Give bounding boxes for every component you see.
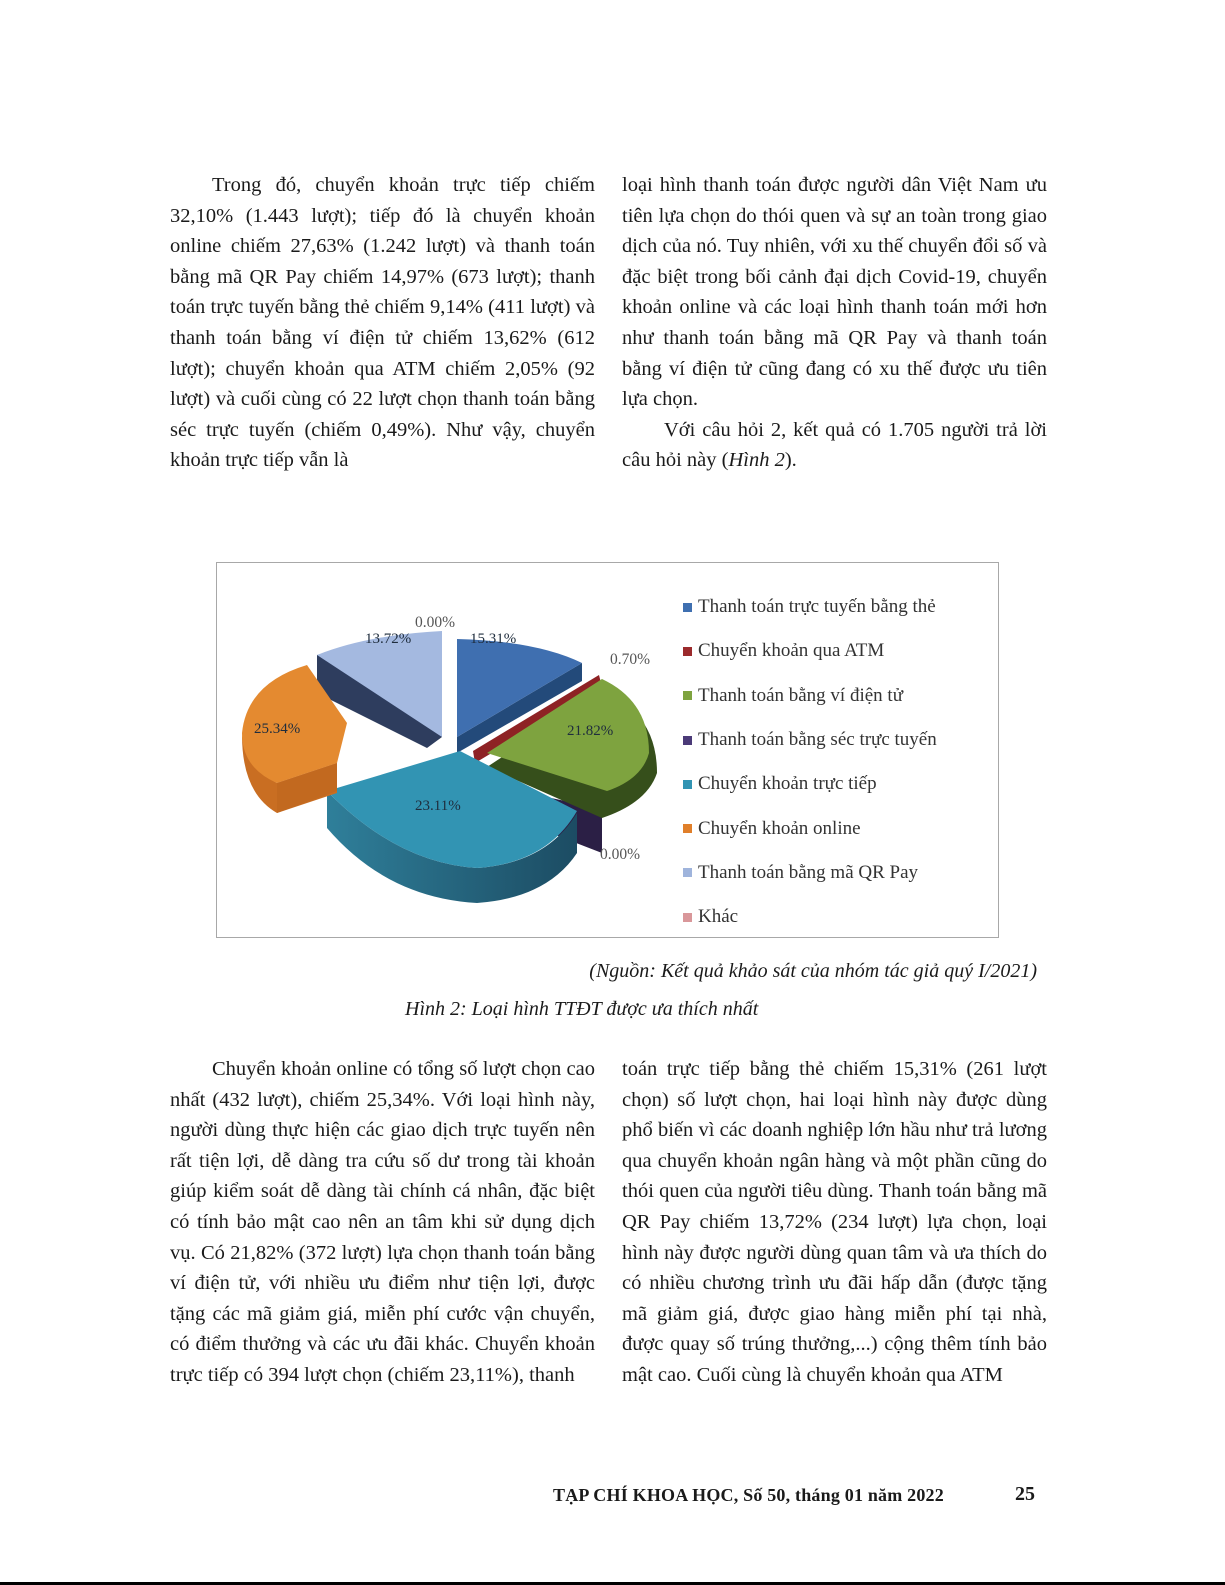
paragraph: Trong đó, chuyển khoản trực tiếp chiếm 32,10% (1.443 lượt); tiếp đó là chuyển khoản online chiếm 27,63% (1.242 lượt) và thanh toán bằng mã QR Pay chiếm 14,97% (673 lượt); thanh toán trực tuyến bằng thẻ chiếm 9,14% (411 lượt) và thanh toán bằng ví điện tử chiếm 13,62% (612 lượt); chuyển khoản qua ATM chiếm 2,05% (92 lượt) và cuối cùng có 22 lượt chọn thanh toán bằng séc trực tuyến (chiếm 0,49%). Như vậy, chuyển khoản trực tiếp vẫn là	[170, 174, 595, 472]
svg-text:0.00%: 0.00%	[600, 846, 641, 863]
svg-text:21.82%: 21.82%	[567, 723, 614, 739]
legend-item: Chuyển khoản trực tiếp	[683, 762, 937, 806]
page-number: 25	[1015, 1483, 1035, 1505]
pie-chart	[216, 562, 999, 938]
svg-text:0.70%: 0.70%	[610, 651, 651, 668]
legend-item: Thanh toán trực tuyến bằng thẻ	[683, 585, 937, 629]
legend-swatch-icon	[683, 691, 692, 700]
paragraph: Với câu hỏi 2, kết quả có 1.705 người trả lời câu hỏi này (Hình 2).	[622, 418, 1047, 472]
figure-source: (Nguồn: Kết quả khảo sát của nhóm tác giả quý I/2021)	[589, 960, 1037, 982]
svg-text:13.72%: 13.72%	[365, 631, 412, 647]
legend-swatch-icon	[683, 868, 692, 877]
svg-text:0.00%: 0.00%	[415, 614, 456, 631]
figure-caption: Hình 2: Loại hình TTĐT được ưa thích nhất	[405, 998, 759, 1020]
text-column-top-right	[622, 170, 1047, 476]
paragraph: toán trực tiếp bằng thẻ chiếm 15,31% (261 lượt chọn) số lượt chọn, hai loại hình này được dùng phổ biến vì các doanh nghiệp lớn hầu như trả lương qua chuyển khoản ngân hàng và một phần cũng do thói quen của người tiêu dùng. Thanh toán bằng mã QR Pay chiếm 13,72% (234 lượt) lựa chọn, loại hình này được người dùng quan tâm và ưa thích do có nhiều chương trình ưu đãi hấp dẫn (được tặng mã giảm giá, được giao hàng miễn phí tại nhà, được quay số trúng thưởng,...) cộng thêm tính bảo mật cao. Cuối cùng là chuyển khoản qua ATM	[622, 1058, 1047, 1386]
text-column-bottom-left	[170, 1054, 595, 1391]
journal-footer: TẠP CHÍ KHOA HỌC, Số 50, tháng 01 năm 2022	[553, 1485, 944, 1505]
chart-legend	[683, 585, 937, 939]
legend-item: Thanh toán bằng mã QR Pay	[683, 851, 937, 895]
svg-text:15.31%: 15.31%	[470, 631, 517, 647]
svg-text:25.34%: 25.34%	[254, 721, 301, 737]
text-column-top-left	[170, 170, 595, 476]
legend-swatch-icon	[683, 736, 692, 745]
legend-item: Khác	[683, 895, 937, 939]
paragraph: Chuyển khoản online có tổng số lượt chọn cao nhất (432 lượt), chiếm 25,34%. Với loại hình này, người dùng thực hiện các giao dịch trực tuyến nên rất tiện lợi, dễ dàng tra cứu số dư trong tài khoản giúp kiểm soát dễ dàng tài chính cá nhân, đặc biệt có tính bảo mật cao nên an tâm khi sử dụng dịch vụ. Có 21,82% (372 lượt) lựa chọn thanh toán bằng ví điện tử, với nhiều ưu điểm như tiện lợi, được tặng các mã giảm giá, miễn phí cước vận chuyển, có điểm thưởng và các ưu đãi khác. Chuyển khoản trực tiếp có 394 lượt chọn (chiếm 23,11%), thanh	[170, 1058, 595, 1386]
paragraph: loại hình thanh toán được người dân Việt Nam ưu tiên lựa chọn do thói quen và sự an toàn trong giao dịch của nó. Tuy nhiên, với xu thế chuyển đổi số và đặc biệt trong bối cảnh đại dịch Covid-19, chuyển khoản online và các loại hình thanh toán mới hơn như thanh toán bằng mã QR Pay và thanh toán bằng ví điện tử cũng đang có xu thế được ưu tiên lựa chọn.	[622, 174, 1047, 411]
legend-item: Chuyển khoản online	[683, 806, 937, 850]
legend-item: Chuyển khoản qua ATM	[683, 629, 937, 673]
legend-item: Thanh toán bằng ví điện tử	[683, 674, 937, 718]
legend-item: Thanh toán bằng séc trực tuyến	[683, 718, 937, 762]
legend-swatch-icon	[683, 647, 692, 656]
legend-swatch-icon	[683, 913, 692, 922]
legend-swatch-icon	[683, 780, 692, 789]
legend-swatch-icon	[683, 603, 692, 612]
figure-reference: Hình 2	[728, 449, 785, 472]
svg-text:23.11%: 23.11%	[415, 798, 461, 814]
legend-swatch-icon	[683, 824, 692, 833]
text-column-bottom-right	[622, 1054, 1047, 1391]
